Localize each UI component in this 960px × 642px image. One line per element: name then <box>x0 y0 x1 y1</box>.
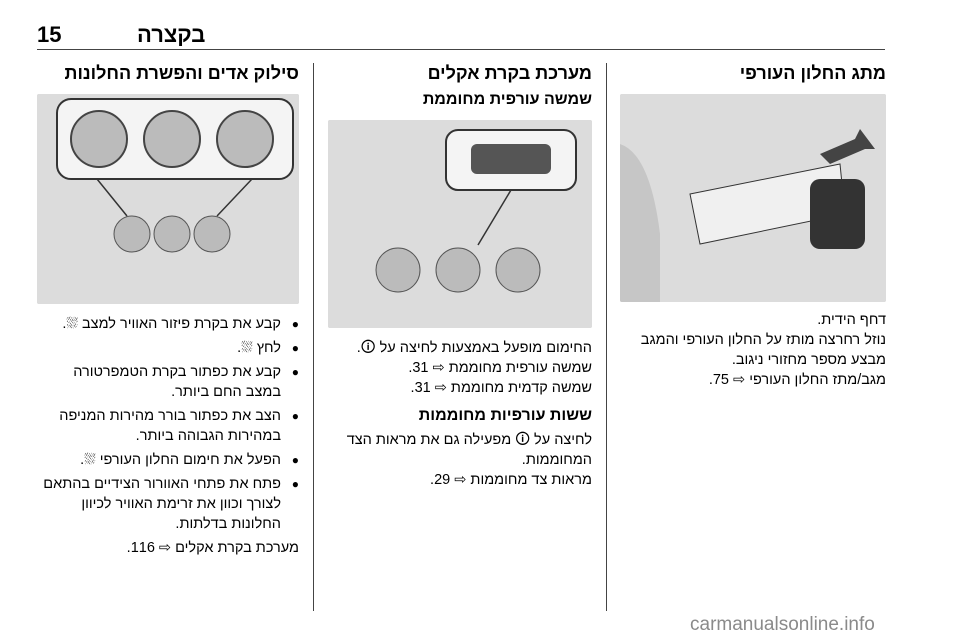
defog-title: סילוק אדים והפשרת החלונות <box>64 63 299 83</box>
defog-step: ● הפעל את חימום החלון העורפי ⛆. <box>37 450 299 470</box>
column-defog-defrost <box>37 60 299 558</box>
section-title: בקצרה <box>137 22 206 47</box>
rear-washer-title: מתג החלון העורפי <box>739 63 886 83</box>
rear-washer-stalk-illustration <box>620 94 886 302</box>
climate-controls-illustration <box>37 94 299 304</box>
climate-p5: מראות צד מחוממות ⇨ 29. <box>430 472 592 488</box>
rear-washer-p2: נוזל רחרצה מותז על החלון העורפי והמגב מבצע מספר מחזורי ניגוב. <box>640 332 886 368</box>
column-divider-right <box>606 63 607 611</box>
defog-footer-ref: מערכת בקרת אקלים ⇨ 116. <box>126 540 299 556</box>
page-header <box>37 22 885 48</box>
defog-step: ● קבע את כפתור בקרת הטמפרטורה במצב החם ביותר. <box>37 362 299 402</box>
climate-text-2 <box>328 430 592 490</box>
column-rear-window-washer <box>620 60 886 390</box>
climate-text-1 <box>328 338 592 398</box>
climate-p4: לחיצה על 🛈 מפעילה גם את מראות הצד המחוממות. <box>346 432 592 468</box>
heated-mirrors-subtitle: ששות עורפיות מחוממות <box>418 407 592 424</box>
rear-washer-p3: מגב/מתז החלון העורפי ⇨ 75. <box>708 372 886 388</box>
defog-step: ● פתח את פתחי האוורור הצידיים בהתאם לצורך וכוון את זרימת האוויר לכיוון החלונות בדלתות. <box>37 474 299 534</box>
column-divider-left <box>313 63 314 611</box>
column-climate-control <box>328 60 592 490</box>
rear-washer-text <box>620 310 886 390</box>
page-number: 15 <box>37 22 62 47</box>
defog-step: ● הצב את כפתור בורר מהירות המניפה במהירות הגבוהה ביותר. <box>37 406 299 446</box>
climate-p2: שמשה עורפית מחוממת ⇨ 31. <box>408 360 592 376</box>
header-rule <box>37 49 885 50</box>
defog-steps-list <box>37 314 299 534</box>
climate-title: מערכת בקרת אקלים <box>427 63 592 83</box>
defog-step: ● לחץ ⛆. <box>37 338 299 358</box>
heated-rear-window-subtitle: שמשה עורפית מחוממת <box>422 91 592 108</box>
climate-p1: החימום מופעל באמצעות לחיצה על 🛈. <box>356 340 592 356</box>
rear-washer-p1: דחף הידית. <box>817 312 886 328</box>
watermark: carmanualsonline.info <box>690 614 875 635</box>
defog-step: ● קבע את בקרת פיזור האוויר למצב ⛆. <box>37 314 299 334</box>
rear-defrost-button-illustration <box>328 120 592 328</box>
climate-p3: שמשה קדמית מחוממת ⇨ 31. <box>410 380 592 396</box>
